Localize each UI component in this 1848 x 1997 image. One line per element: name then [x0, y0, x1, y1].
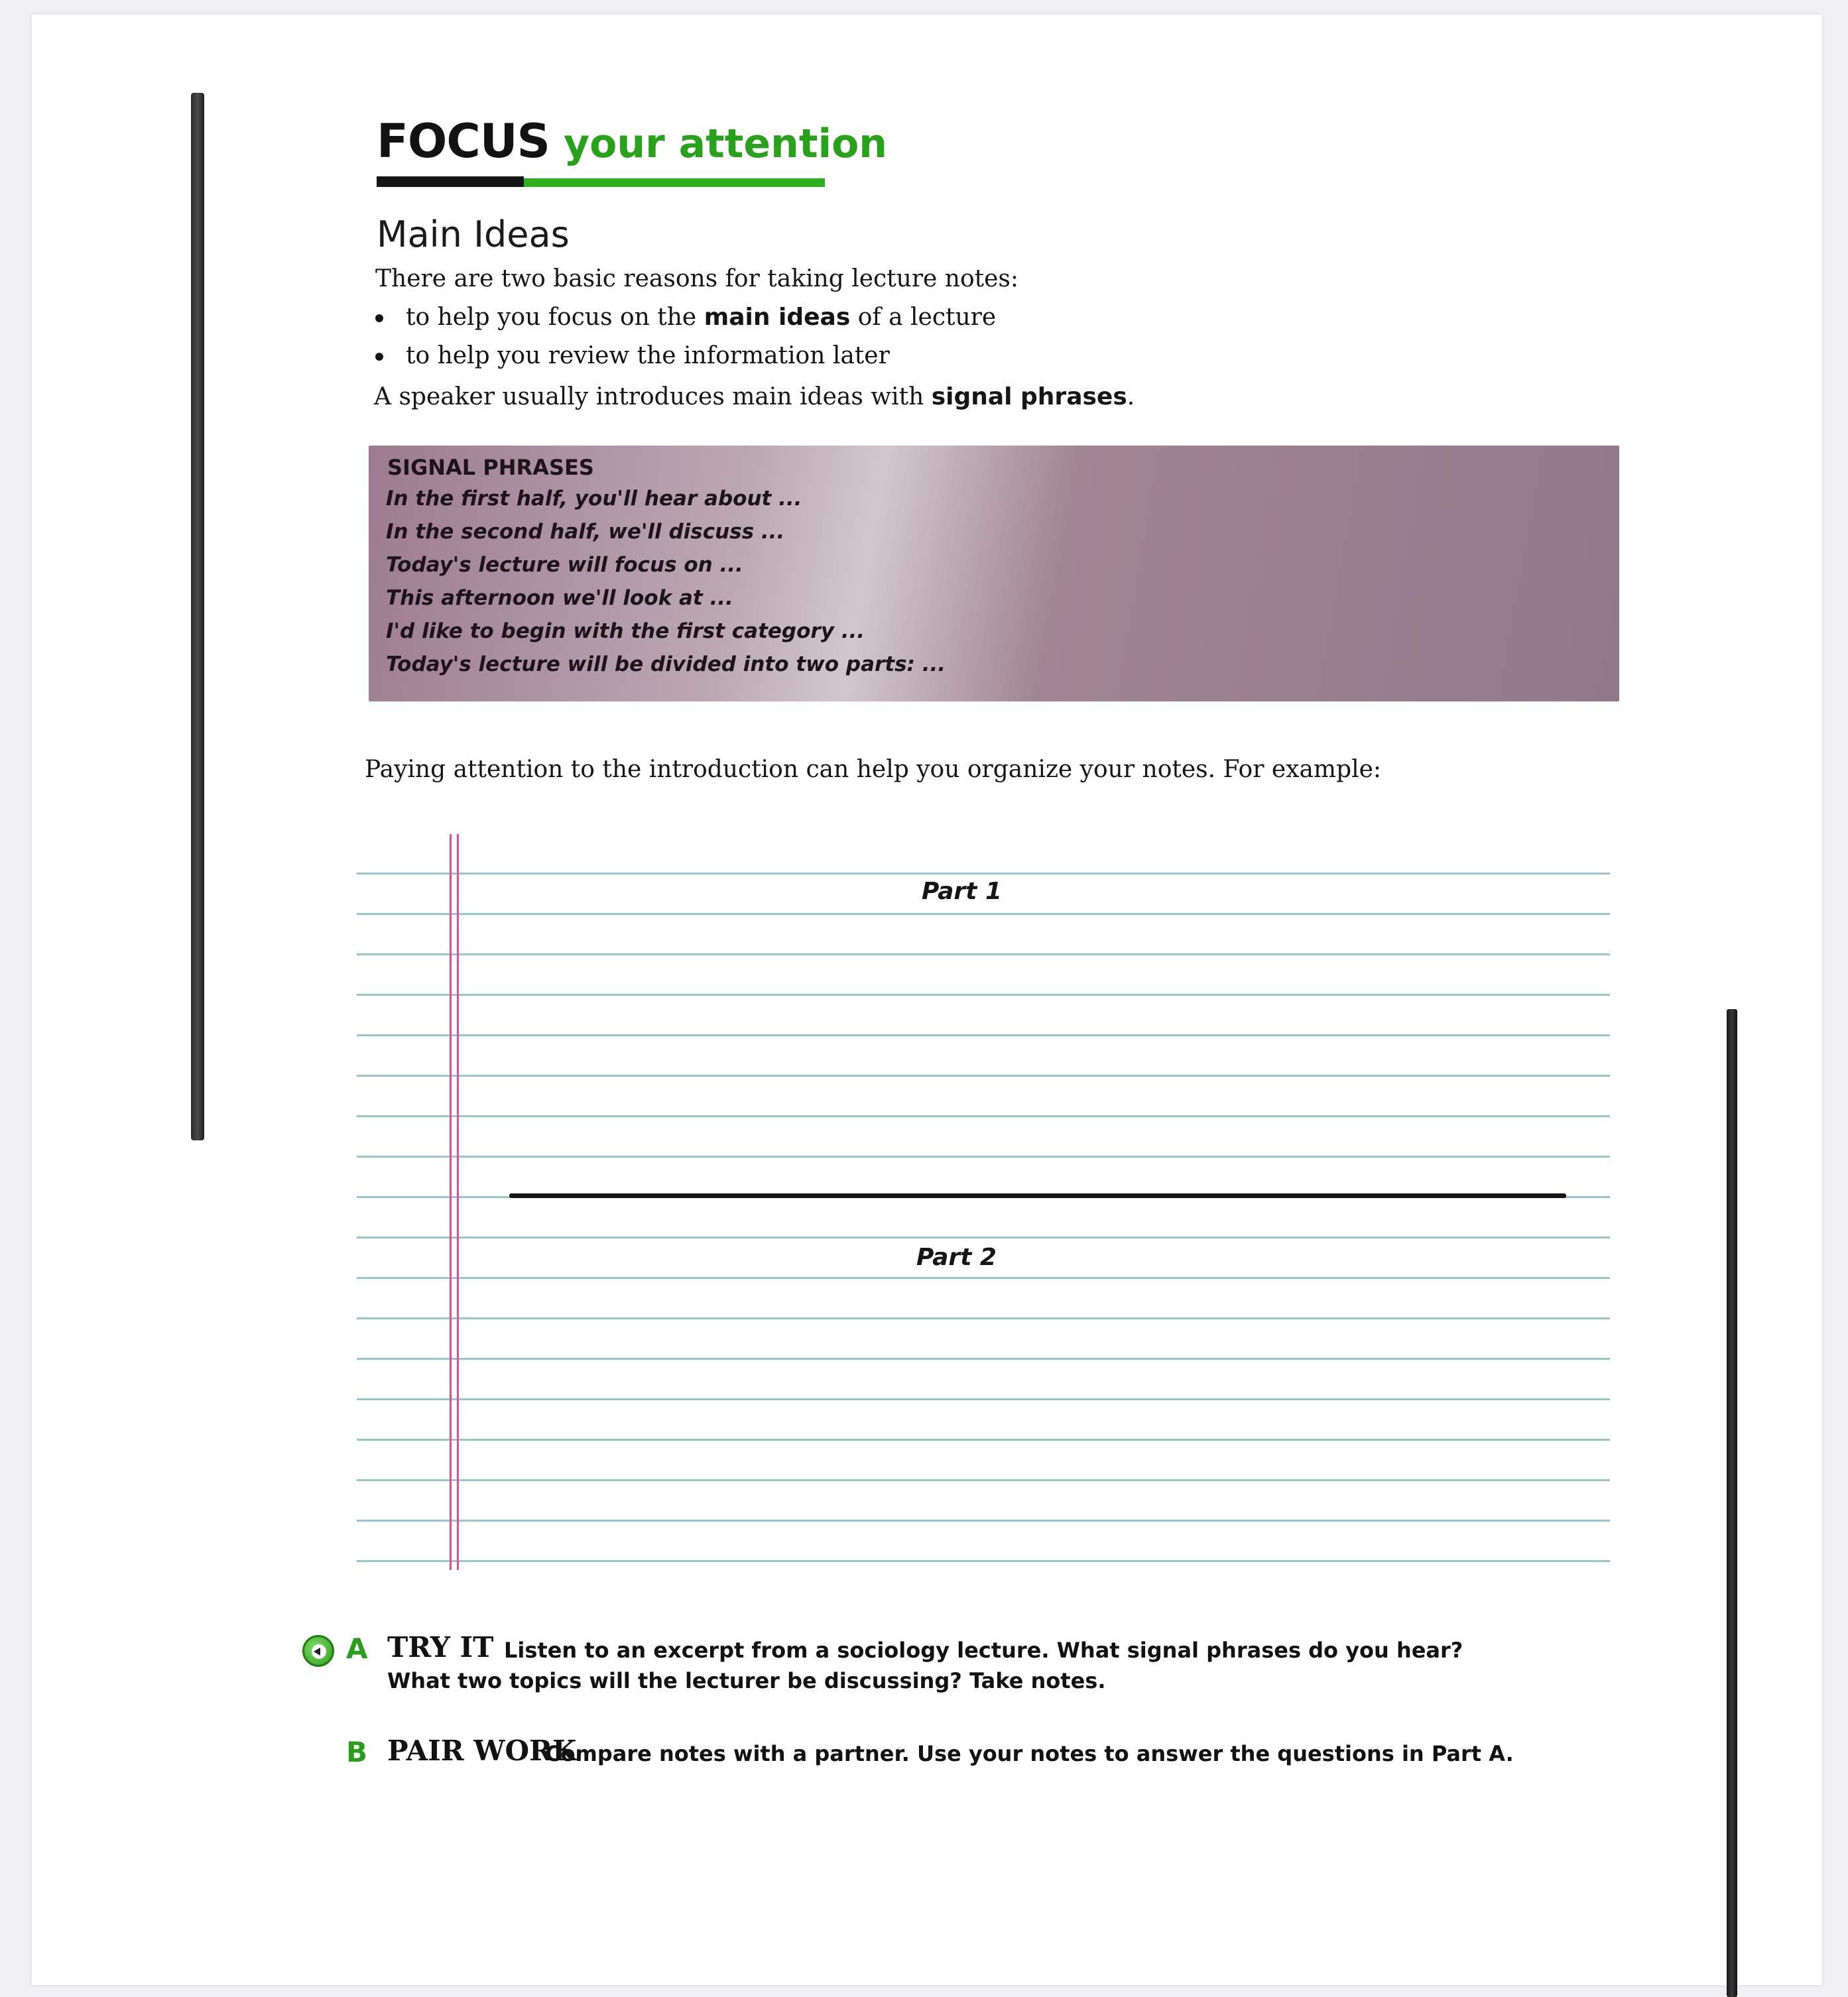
section-heading	[377, 114, 887, 168]
exercise-a-line-1: Listen to an excerpt from a sociology lecture. What signal phrases do you hear?	[504, 1638, 1463, 1663]
exercise-a-letter: A	[346, 1632, 368, 1665]
signal-phrase: This afternoon we'll look at ...	[386, 586, 733, 610]
exercise-b-letter: B	[346, 1736, 368, 1768]
audio-icon[interactable]	[302, 1635, 334, 1667]
page-edge-shadow-right	[1727, 1009, 1737, 1997]
heading-underline-dark	[377, 176, 524, 187]
speaker-line-before: A speaker usually introduces main ideas with	[374, 383, 932, 410]
exercise-b-line-1: Compare notes with a partner. Use your notes to answer the questions in Part A.	[545, 1741, 1514, 1766]
signal-phrase: In the first half, you'll hear about ...	[386, 487, 802, 511]
page-edge-shadow-left	[191, 93, 204, 1140]
exercise-a-heading: TRY IT	[387, 1631, 494, 1664]
signal-phrase: In the second half, we'll discuss ...	[386, 520, 785, 544]
speaker-line	[374, 383, 1135, 410]
notebook-part-2: Part 2	[916, 1244, 997, 1271]
reason-2-text: to help you review the information later	[406, 342, 890, 369]
notebook-example	[357, 834, 1610, 1570]
notebook-divider	[509, 1193, 1566, 1198]
reason-1-after: of a lecture	[850, 304, 997, 331]
textbook-page	[32, 15, 1822, 1985]
reason-item-1	[374, 304, 996, 342]
signal-phrases-title: SIGNAL PHRASES	[387, 455, 594, 480]
example-intro: Paying attention to the introduction can help you organize your notes. For example:	[365, 756, 1382, 783]
signal-phrases-box	[369, 446, 1619, 701]
signal-phrases-list	[386, 487, 946, 686]
main-ideas-title: Main Ideas	[377, 213, 570, 255]
exercise-a-line-2: What two topics will the lecturer be discussing? Take notes.	[387, 1668, 1106, 1693]
reason-item-2	[374, 342, 996, 381]
exercise-b-heading: PAIR WORK	[387, 1734, 577, 1767]
heading-your-attention: your attention	[564, 121, 888, 167]
signal-phrase: Today's lecture will focus on ...	[386, 553, 743, 577]
reason-1-bold: main ideas	[704, 304, 851, 331]
signal-phrase: Today's lecture will be divided into two parts: ...	[386, 652, 946, 676]
heading-underline-green	[524, 178, 825, 187]
signal-phrase: I'd like to begin with the first category ...	[386, 619, 865, 643]
speaker-line-bold: signal phrases	[931, 383, 1127, 410]
notebook-margin-line	[450, 834, 459, 1570]
intro-text: There are two basic reasons for taking lecture notes:	[375, 265, 1019, 292]
reasons-list	[374, 304, 996, 381]
heading-underline	[377, 176, 825, 187]
heading-focus: FOCUS	[377, 114, 550, 168]
speaker-line-after: .	[1127, 383, 1135, 410]
reason-1-before: to help you focus on the	[406, 304, 704, 331]
notebook-part-1: Part 1	[922, 878, 1002, 905]
